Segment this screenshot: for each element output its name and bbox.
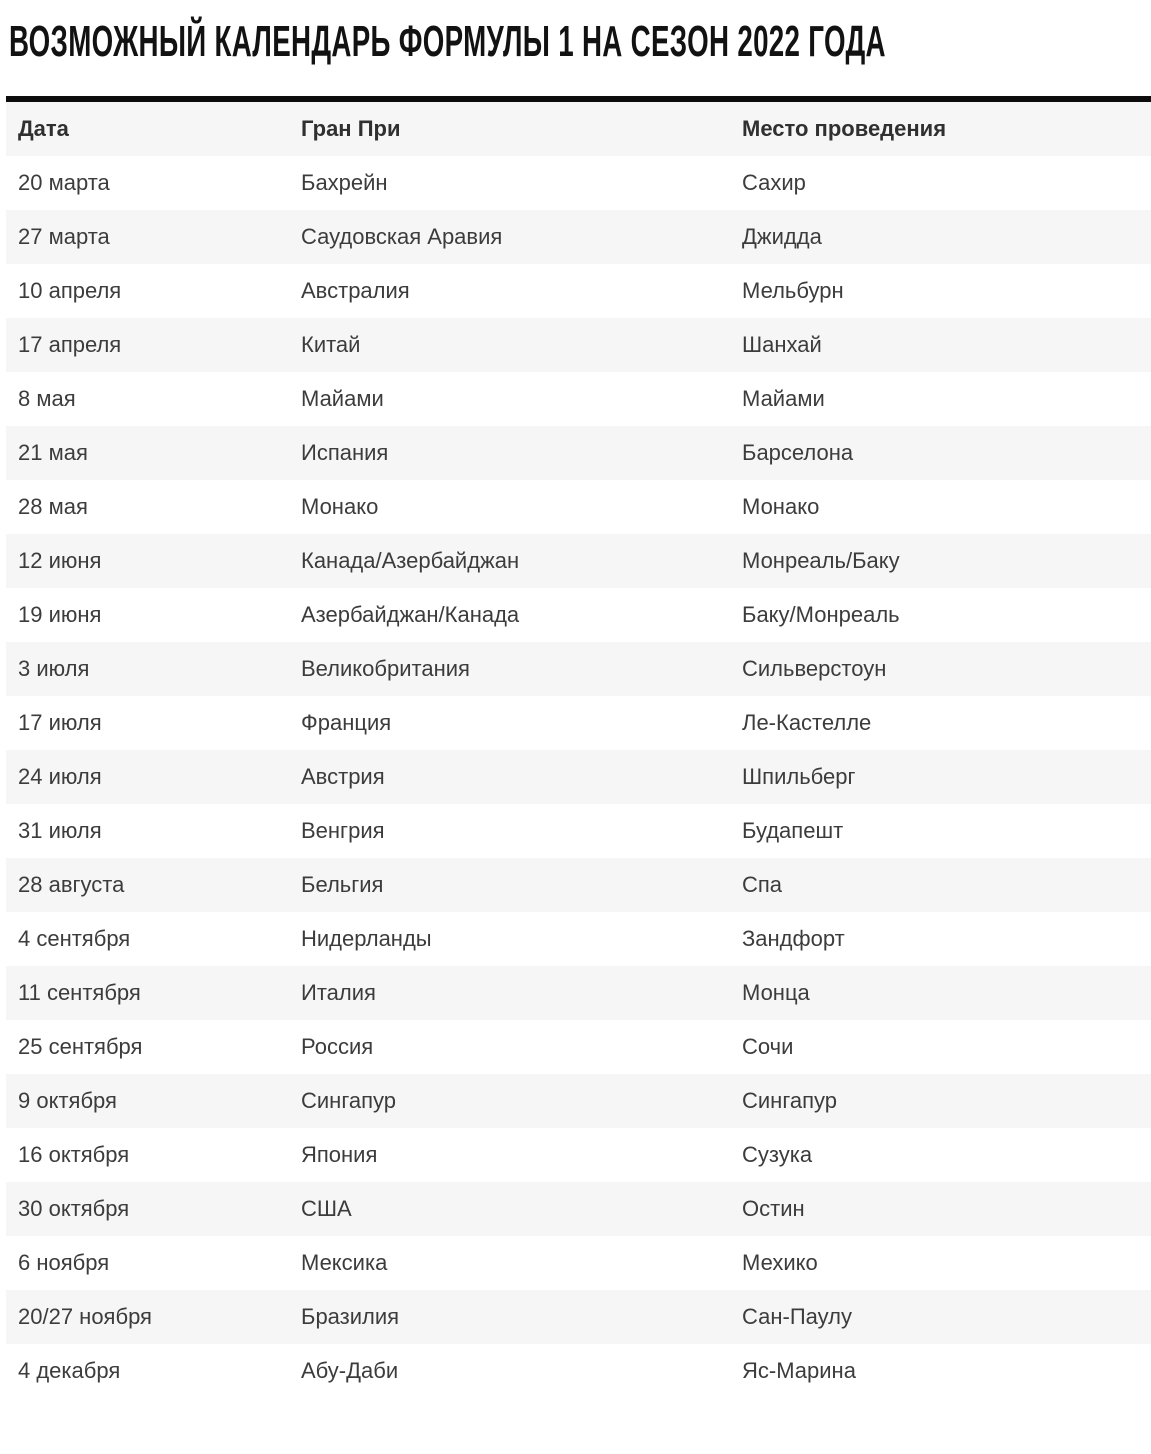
cell-grand-prix: Майами: [301, 386, 384, 411]
cell-venue: Сахир: [742, 170, 806, 195]
cell-date: 17 июля: [18, 710, 102, 735]
cell-date: 16 октября: [18, 1142, 130, 1167]
cell-venue: Джидда: [742, 224, 822, 249]
cell-grand-prix: Бахрейн: [301, 170, 388, 195]
cell-date: 20 марта: [18, 170, 110, 195]
cell-grand-prix: Абу-Даби: [301, 1358, 399, 1383]
cell-venue: Сильверстоун: [742, 656, 887, 681]
cell-venue: Остин: [742, 1196, 805, 1221]
table-row: [6, 210, 1151, 264]
cell-grand-prix: Австрия: [301, 764, 385, 789]
cell-date: 19 июня: [18, 602, 102, 627]
cell-grand-prix: США: [301, 1196, 352, 1221]
table-header-row: [6, 102, 1151, 156]
table-row: [6, 156, 1151, 210]
cell-venue: Монреаль/Баку: [742, 548, 900, 573]
table-row: [6, 1020, 1151, 1074]
cell-date: 24 июля: [18, 764, 102, 789]
table-row: [6, 480, 1151, 534]
table-row: [6, 372, 1151, 426]
table-row: [6, 534, 1151, 588]
cell-date: 4 сентября: [18, 926, 131, 951]
cell-date: 3 июля: [18, 656, 90, 681]
cell-grand-prix: Саудовская Аравия: [301, 224, 503, 249]
cell-grand-prix: Монако: [301, 494, 379, 519]
cell-venue: Мехико: [742, 1250, 818, 1275]
cell-date: 28 августа: [18, 872, 125, 897]
cell-venue: Монца: [742, 980, 810, 1005]
table-body: [6, 156, 1151, 1398]
table-row: [6, 912, 1151, 966]
cell-grand-prix: Испания: [301, 440, 389, 465]
cell-venue: Шанхай: [742, 332, 822, 357]
cell-venue: Майами: [742, 386, 825, 411]
table-row: [6, 642, 1151, 696]
cell-date: 12 июня: [18, 548, 102, 573]
cell-venue: Мельбурн: [742, 278, 844, 303]
cell-grand-prix: Россия: [301, 1034, 374, 1059]
table-row: [6, 1074, 1151, 1128]
cell-venue: Будапешт: [742, 818, 844, 843]
cell-grand-prix: Франция: [301, 710, 392, 735]
cell-date: 31 июля: [18, 818, 102, 843]
cell-grand-prix: Канада/Азербайджан: [301, 548, 520, 573]
cell-grand-prix: Венгрия: [301, 818, 385, 843]
table-row: [6, 696, 1151, 750]
table-row: [6, 1344, 1151, 1398]
title-area: [0, 0, 1151, 96]
cell-grand-prix: Бельгия: [301, 872, 384, 897]
cell-grand-prix: Япония: [301, 1142, 378, 1167]
table-row: [6, 318, 1151, 372]
cell-venue: Монако: [742, 494, 820, 519]
cell-venue: Сузука: [742, 1142, 813, 1167]
cell-date: 27 марта: [18, 224, 110, 249]
cell-venue: Сингапур: [742, 1088, 838, 1113]
cell-grand-prix: Бразилия: [301, 1304, 400, 1329]
column-header-grand-prix: Гран При: [301, 116, 401, 141]
table-row: [6, 1182, 1151, 1236]
cell-venue: Шпильберг: [742, 764, 856, 789]
cell-grand-prix: Сингапур: [301, 1088, 397, 1113]
table-row: [6, 966, 1151, 1020]
page-title: ВОЗМОЖНЫЙ КАЛЕНДАРЬ ФОРМУЛЫ 1 НА СЕЗОН 2022 ГОДА: [9, 17, 886, 66]
table-row: [6, 804, 1151, 858]
table-row: [6, 1128, 1151, 1182]
cell-date: 8 мая: [18, 386, 76, 411]
cell-grand-prix: Австралия: [301, 278, 410, 303]
cell-venue: Баку/Монреаль: [742, 602, 900, 627]
cell-date: 9 октября: [18, 1088, 117, 1113]
cell-venue: Зандфорт: [742, 926, 845, 951]
cell-grand-prix: Нидерланды: [301, 926, 432, 951]
table-row: [6, 1290, 1151, 1344]
cell-date: 17 апреля: [18, 332, 122, 357]
cell-grand-prix: Китай: [301, 332, 361, 357]
cell-grand-prix: Мексика: [301, 1250, 388, 1275]
cell-venue: Спа: [742, 872, 783, 897]
cell-venue: Сан-Паулу: [742, 1304, 852, 1329]
cell-date: 11 сентября: [18, 980, 141, 1005]
table-row: [6, 426, 1151, 480]
cell-grand-prix: Великобритания: [301, 656, 470, 681]
table-row: [6, 1236, 1151, 1290]
cell-date: 25 сентября: [18, 1034, 143, 1059]
table-row: [6, 750, 1151, 804]
cell-venue: Ле-Кастелле: [742, 710, 872, 735]
f1-calendar-table: [6, 102, 1151, 1398]
cell-date: 10 апреля: [18, 278, 122, 303]
column-header-date: Дата: [18, 116, 69, 141]
cell-date: 28 мая: [18, 494, 88, 519]
cell-grand-prix: Италия: [301, 980, 376, 1005]
table-row: [6, 858, 1151, 912]
cell-date: 21 мая: [18, 440, 88, 465]
cell-date: 20/27 ноября: [18, 1304, 152, 1329]
cell-venue: Барселона: [742, 440, 854, 465]
table-row: [6, 264, 1151, 318]
table-row: [6, 588, 1151, 642]
cell-date: 6 ноября: [18, 1250, 110, 1275]
cell-grand-prix: Азербайджан/Канада: [301, 602, 520, 627]
cell-venue: Сочи: [742, 1034, 794, 1059]
cell-venue: Яс-Марина: [742, 1358, 856, 1383]
cell-date: 30 октября: [18, 1196, 130, 1221]
cell-date: 4 декабря: [18, 1358, 121, 1383]
column-header-venue: Место проведения: [742, 116, 947, 141]
